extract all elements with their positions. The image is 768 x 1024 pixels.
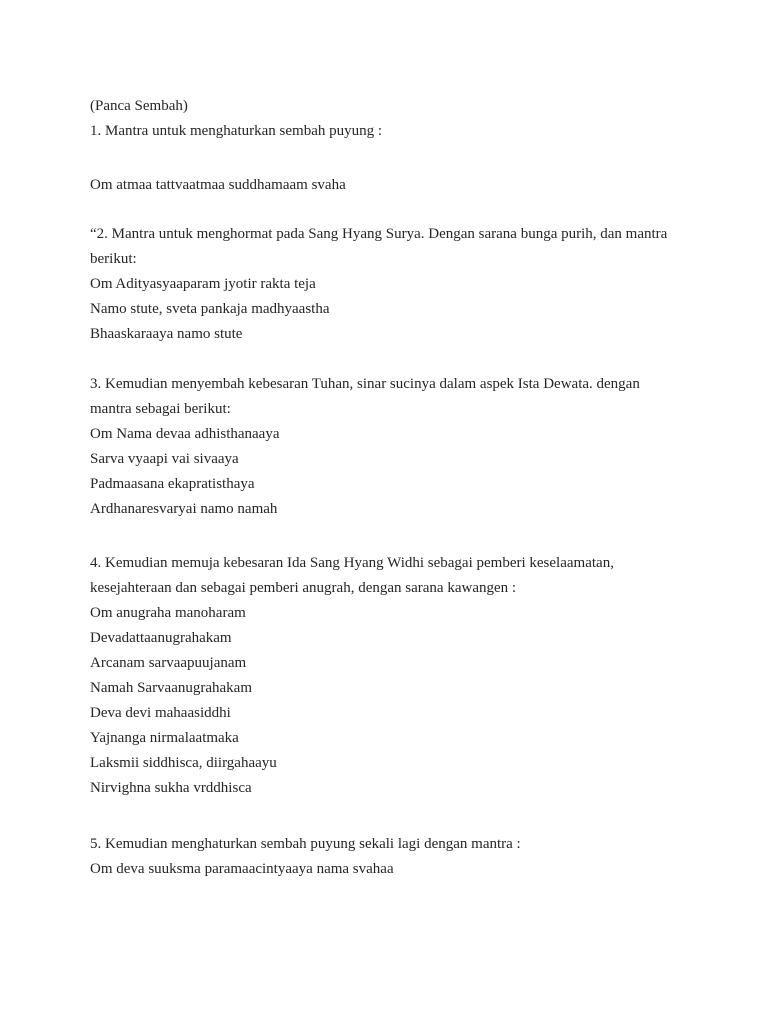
step-4-heading: 4. Kemudian memuja kebesaran Ida Sang Hyang Widhi sebagai pemberi keselaamatan, (90, 555, 614, 571)
step-5-heading: 5. Kemudian menghaturkan sembah puyung sekali lagi dengan mantra : (90, 836, 521, 852)
step-2-heading-cont: berikut: (90, 251, 137, 267)
mantra-step-3-line-1: Om Nama devaa adhisthanaaya (90, 426, 280, 442)
step-3-heading: 3. Kemudian menyembah kebesaran Tuhan, sinar sucinya dalam aspek Ista Dewata. dengan (90, 376, 640, 392)
document-body (90, 94, 710, 882)
mantra-step-3-line-4: Ardhanaresvaryai namo namah (90, 501, 278, 517)
step-3-heading-cont: mantra sebagai berikut: (90, 401, 231, 417)
mantra-step-5: Om deva suuksma paramaacintyaaya nama svahaa (90, 861, 394, 877)
mantra-step-4-line-3: Arcanam sarvaapuujanam (90, 655, 247, 671)
step-1-heading: 1. Mantra untuk menghaturkan sembah puyung : (90, 123, 383, 139)
doc-title: (Panca Sembah) (90, 98, 188, 114)
mantra-step-4-line-2: Devadattaanugrahakam (90, 630, 232, 646)
mantra-step-3-line-3: Padmaasana ekapratisthaya (90, 476, 255, 492)
mantra-step-4-line-6: Yajnanga nirmalaatmaka (90, 730, 239, 746)
mantra-step-2-line-3: Bhaaskaraaya namo stute (90, 326, 243, 342)
mantra-step-1: Om atmaa tattvaatmaa suddhamaam svaha (90, 177, 346, 193)
mantra-step-4-line-1: Om anugraha manoharam (90, 605, 246, 621)
mantra-step-4-line-5: Deva devi mahaasiddhi (90, 705, 231, 721)
mantra-step-4-line-8: Nirvighna sukha vrddhisca (90, 780, 252, 796)
step-2-heading: “2. Mantra untuk menghormat pada Sang Hyang Surya. Dengan sarana bunga purih, dan mantra (90, 226, 668, 242)
step-4-heading-cont: kesejahteraan dan sebagai pemberi anugrah, dengan sarana kawangen : (90, 580, 517, 596)
mantra-step-4-line-7: Laksmii siddhisca, diirgahaayu (90, 755, 277, 771)
mantra-step-4-line-4: Namah Sarvaanugrahakam (90, 680, 253, 696)
mantra-step-2-line-2: Namo stute, sveta pankaja madhyaastha (90, 301, 330, 317)
mantra-step-2-line-1: Om Adityasyaaparam jyotir rakta teja (90, 276, 316, 292)
mantra-step-3-line-2: Sarva vyaapi vai sivaaya (90, 451, 239, 467)
